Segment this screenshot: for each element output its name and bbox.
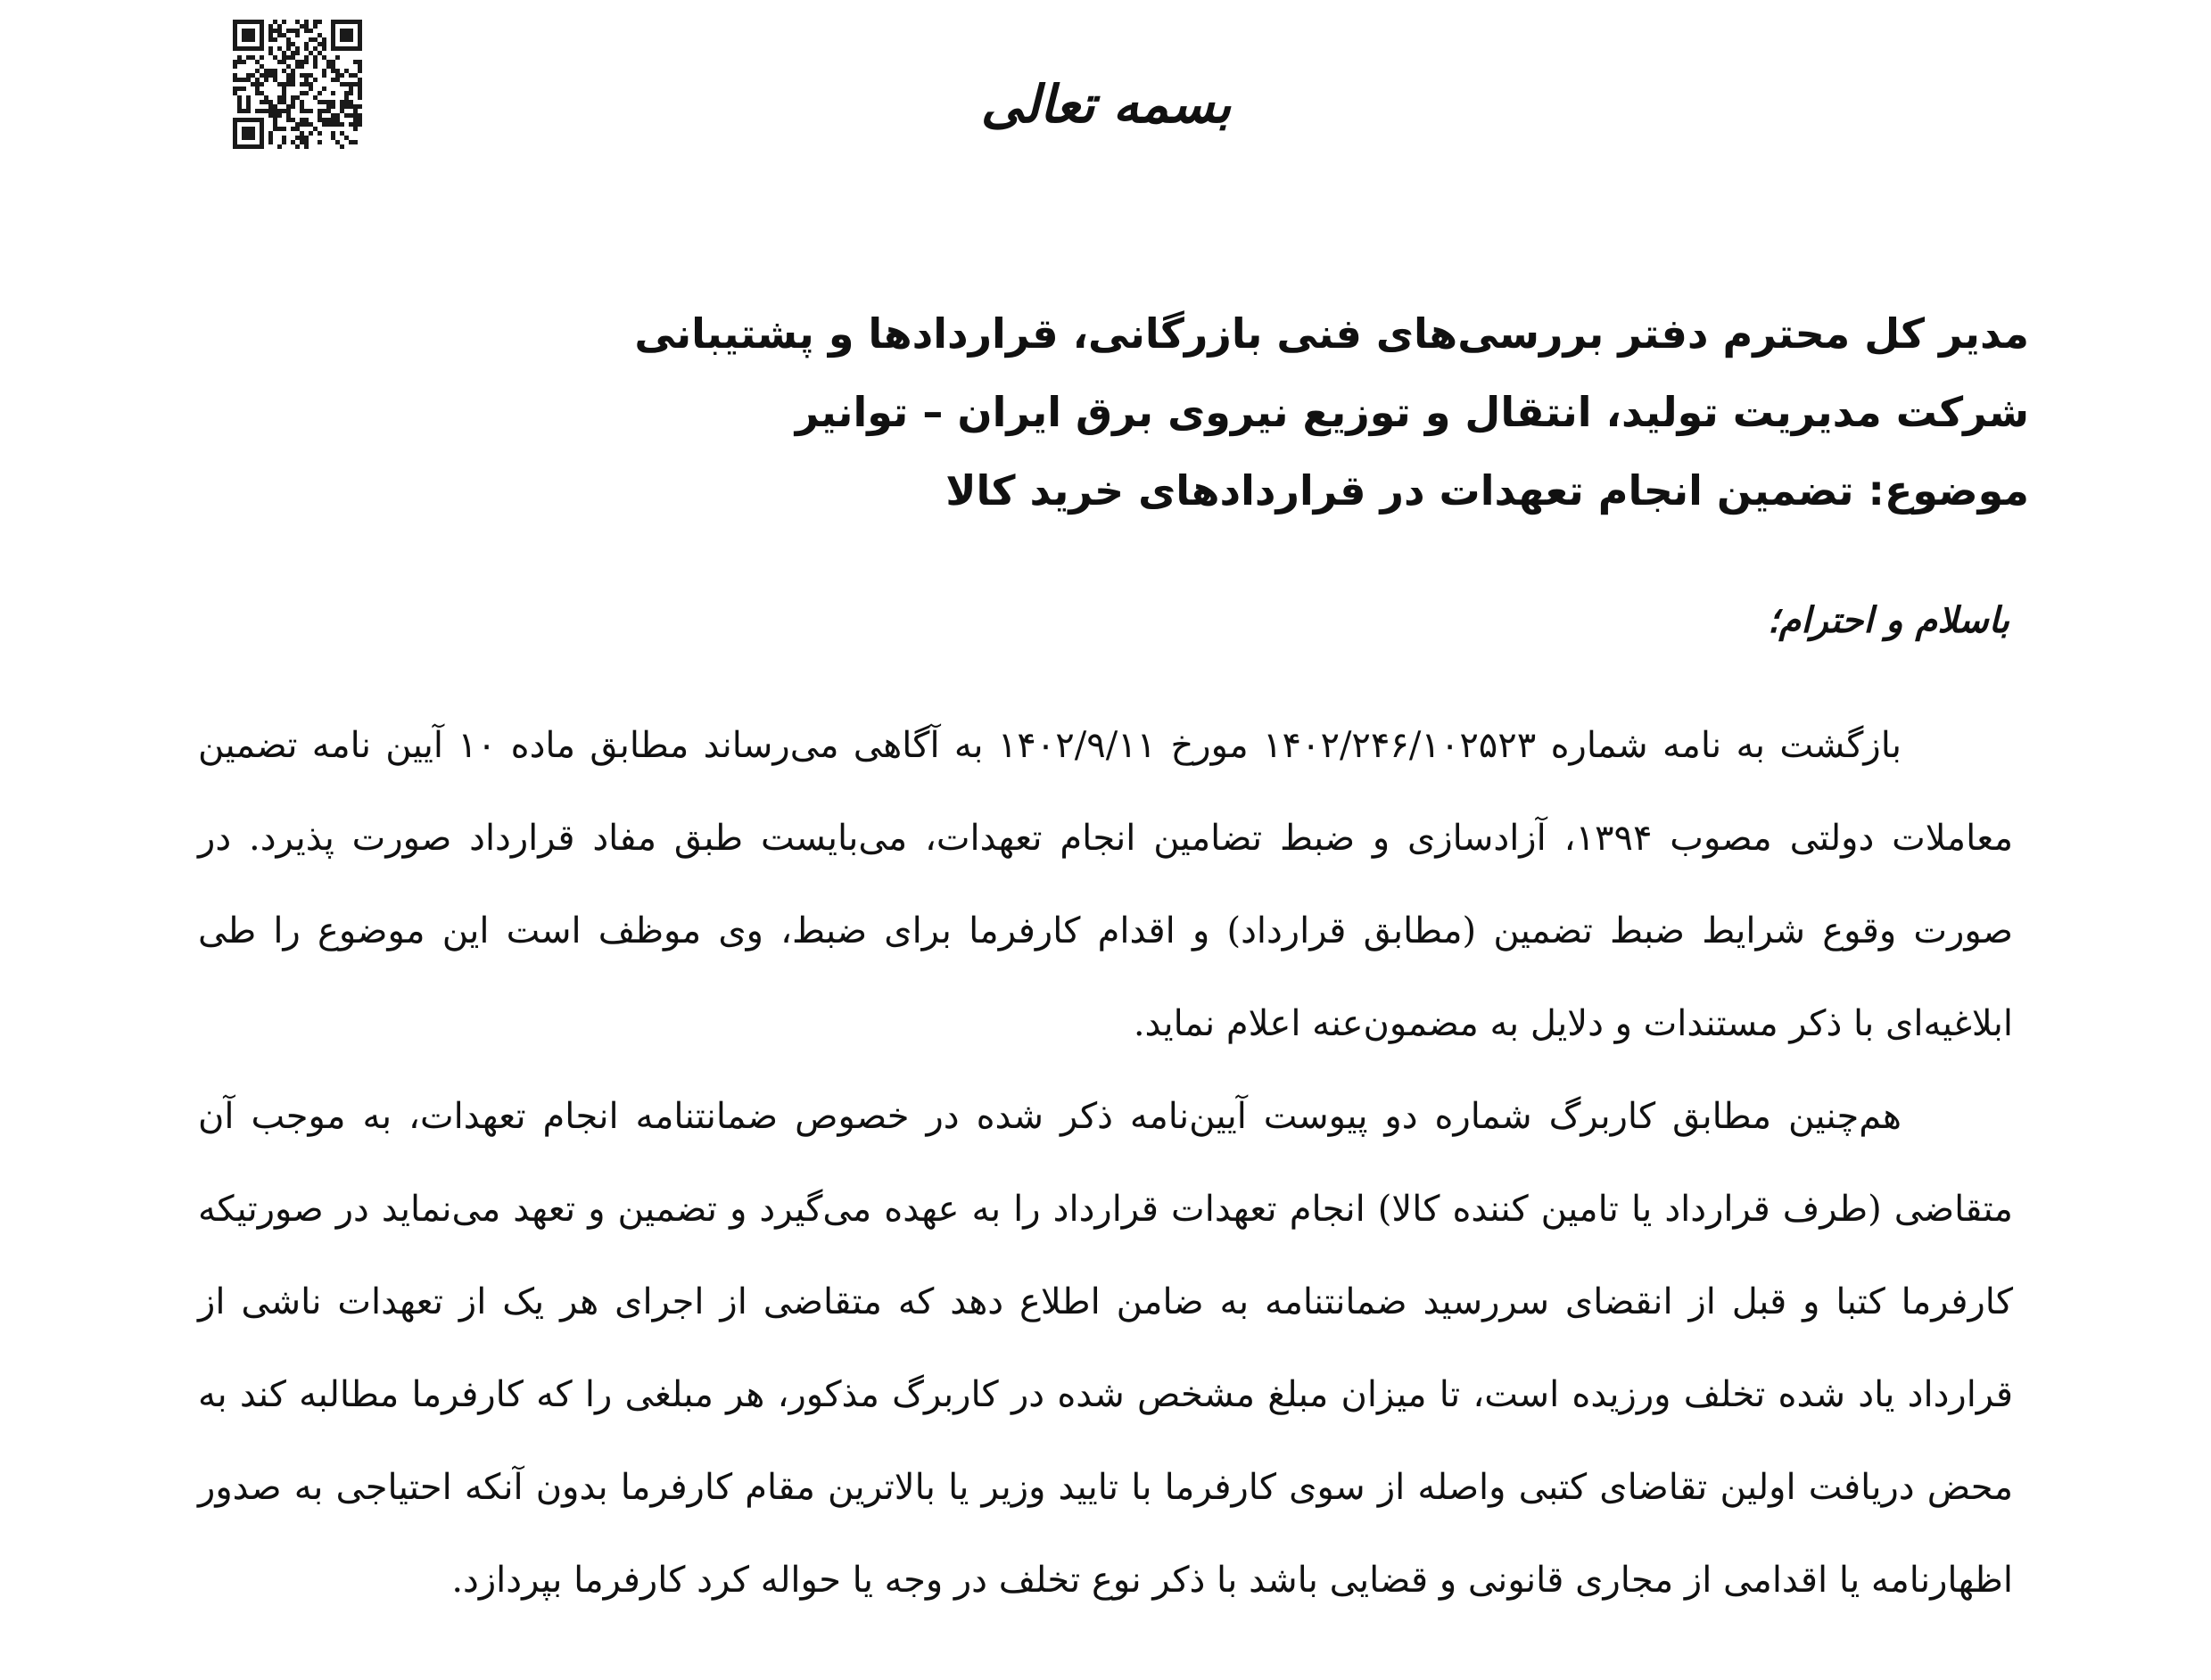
invocation-heading: بسمه تعالی: [980, 74, 1232, 135]
letter-body: [198, 699, 2013, 1626]
body-paragraph-1: بازگشت به نامه شماره ۱۴۰۲/۲۴۶/۱۰۲۵۲۳ مورخ ۱۴۰۲/۹/۱۱ به آگاهی می‌رساند مطابق ماده ۱۰ آیین نامه تضمین معاملات دولتی مصوب ۱۳۹۴، آزادسازی و ضبط تضامین انجام تعهدات، می‌بایست طبق مفاد قرارداد صورت پذیرد. در صورت وقوع شرایط ضبط تضمین (مطابق قرارداد) و اقدام کارفرما برای ضبط، وی موظف است این موضوع را طی ابلاغیه‌ای با ذکر مستندات و دلایل به مضمون‌عنه اعلام نماید.: [198, 725, 2013, 1044]
letter-subject: موضوع: تضمین انجام تعهدات در قراردادهای خرید کالا: [945, 466, 2029, 515]
salutation: باسلام و احترام؛: [1767, 599, 2009, 641]
qr-code-icon: [233, 20, 362, 149]
addressee-block: [245, 294, 2029, 530]
recipient-organization: شرکت مدیریت تولید، انتقال و توزیع نیروی برق ایران – توانیر: [795, 388, 2029, 436]
body-paragraph-2: هم‌چنین مطابق کاربرگ شماره دو پیوست آیین‌نامه ذکر شده در خصوص ضمانتنامه انجام تعهدات، به موجب آن متقاضی (طرف قرارداد یا تامین کننده کالا) انجام تعهدات قرارداد را به عهده می‌گیرد و تضمین و تعهد می‌نماید در صورتیکه کارفرما کتبا و قبل از انقضای سررسید ضمانتنامه به ضامن اطلاع دهد که متقاضی از اجرای هر یک از تعهدات ناشی از قرارداد یاد شده تخلف ورزیده است، تا میزان مبلغ مشخص شده در کاربرگ مذکور، هر مبلغی را که کارفرما مطالبه کند به محض دریافت اولین تقاضای کتبی واصله از سوی کارفرما با تایید وزیر یا بالاترین مقام کارفرما بدون آنکه احتیاجی به صدور اظهارنامه یا اقدامی از مجاری قانونی و قضایی باشد با ذکر نوع تخلف در وجه یا حواله کرد کارفرما بپردازد.: [198, 1096, 2014, 1601]
recipient-title: مدیر کل محترم دفتر بررسی‌های فنی بازرگانی، قراردادها و پشتیبانی: [634, 309, 2029, 358]
